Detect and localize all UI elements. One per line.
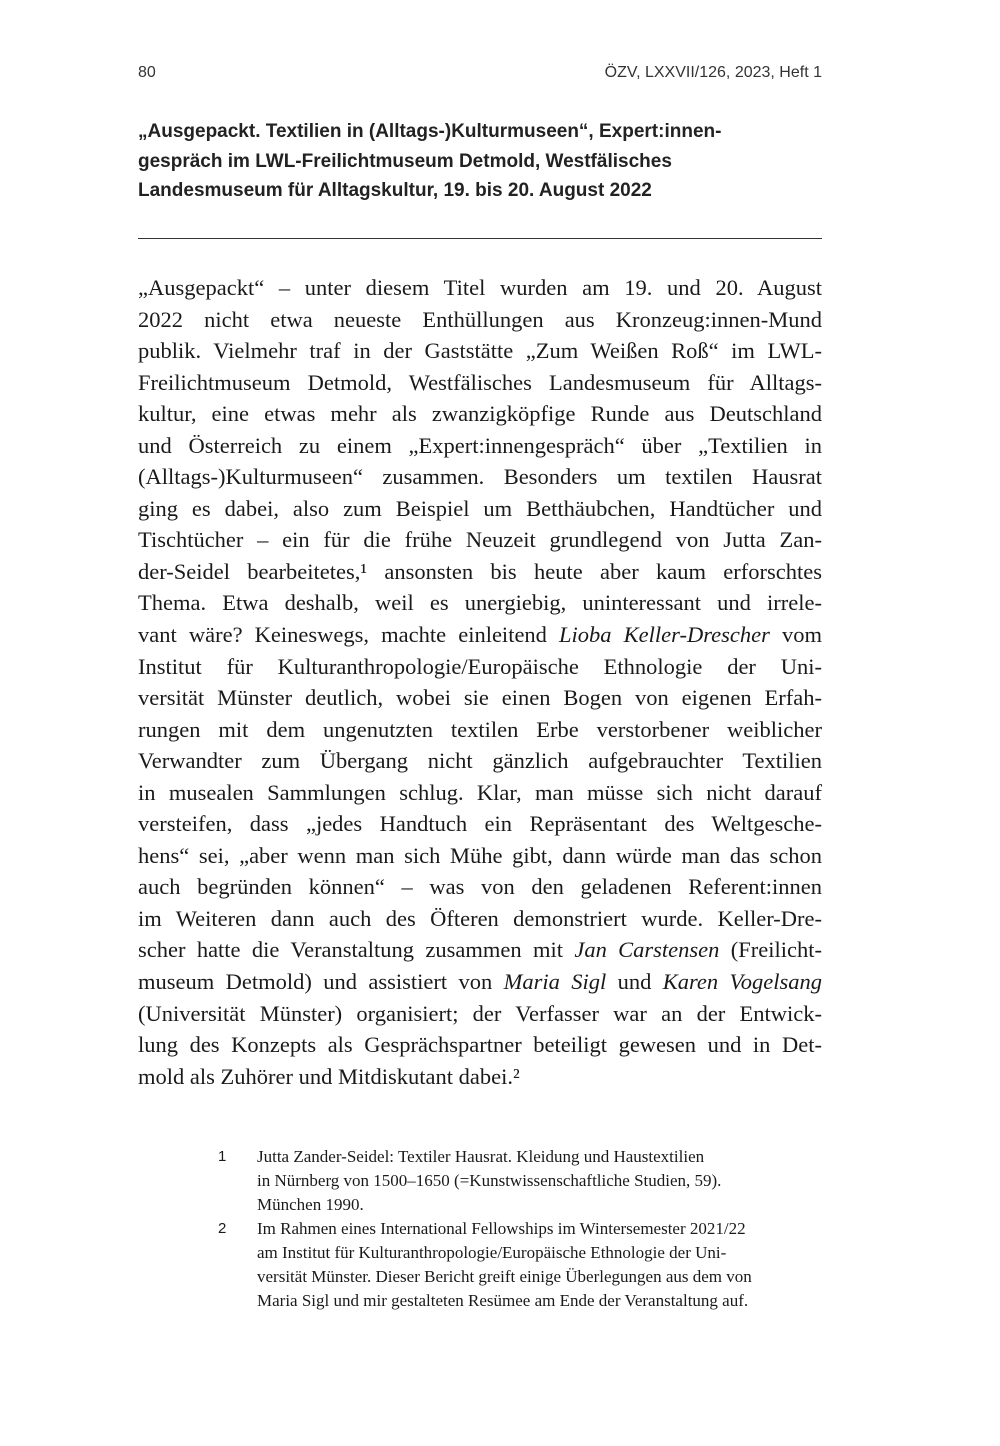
body-line bbox=[138, 871, 822, 903]
footnote-text bbox=[257, 1217, 752, 1313]
page-number: 80 bbox=[138, 64, 156, 81]
body-line bbox=[138, 556, 822, 588]
text-segment: auch begründen können“ – was von den geladenen Referent:innen bbox=[138, 874, 822, 900]
footnote-line: am Institut für Kulturanthropologie/Europäische Ethnologie der Uni- bbox=[257, 1243, 727, 1262]
body-line bbox=[138, 966, 822, 998]
body-line bbox=[138, 714, 822, 746]
text-segment: (Freilicht- bbox=[719, 937, 822, 963]
body-line bbox=[138, 335, 822, 367]
text-segment: 2022 nicht etwa neueste Enthüllungen aus Kronzeug:innen-Mund bbox=[138, 306, 822, 332]
person-name: Karen Vogelsang bbox=[662, 969, 822, 995]
person-name: Maria Sigl bbox=[503, 969, 607, 995]
body-line bbox=[138, 777, 822, 809]
text-segment: versteifen, dass „jedes Handtuch ein Repräsentant des Weltgesche- bbox=[138, 811, 822, 837]
body-line bbox=[138, 934, 822, 966]
footnote-number: 2 bbox=[218, 1220, 227, 1237]
body-line bbox=[138, 840, 822, 872]
body-line bbox=[138, 651, 822, 683]
text-segment: „Ausgepackt“ – unter diesem Titel wurden am 19. und 20. August bbox=[138, 275, 822, 300]
journal-reference: ÖZV, LXXVII/126, 2023, Heft 1 bbox=[604, 64, 822, 81]
body-line bbox=[138, 430, 822, 462]
title-line: Landesmuseum für Alltagskultur, 19. bis 20. August 2022 bbox=[138, 180, 652, 201]
text-segment: scher hatte die Veranstaltung zusammen mit bbox=[138, 937, 575, 963]
text-segment: Freilichtmuseum Detmold, Westfälisches Landesmuseum für Alltags- bbox=[138, 369, 822, 395]
body-line bbox=[138, 461, 822, 493]
person-name: Lioba Keller-Drescher bbox=[559, 622, 770, 648]
text-segment: im Weiteren dann auch des Öfteren demonstriert wurde. Keller-Dre- bbox=[138, 905, 822, 931]
body-line bbox=[138, 808, 822, 840]
text-segment: Tischtücher – ein für die frühe Neuzeit grundlegend von Jutta Zan- bbox=[138, 527, 822, 553]
footnotes bbox=[218, 1145, 838, 1313]
text-segment: versität Münster deutlich, wobei sie einen Bogen von eigenen Erfah- bbox=[138, 685, 822, 711]
body-line bbox=[138, 272, 822, 304]
title-line: gespräch im LWL-Freilichtmuseum Detmold, Westfälisches bbox=[138, 150, 672, 172]
title-line: „Ausgepackt. Textilien in (Alltags-)Kulturmuseen“, Expert:innen- bbox=[138, 121, 722, 142]
body-line bbox=[138, 998, 822, 1030]
body-line bbox=[138, 745, 822, 777]
body-line bbox=[138, 493, 822, 525]
body-line bbox=[138, 1061, 822, 1093]
footnote-line: München 1990. bbox=[257, 1195, 364, 1214]
title-divider bbox=[138, 238, 822, 239]
text-segment: ging es dabei, also zum Beispiel um Betthäubchen, Handtücher und bbox=[138, 495, 822, 521]
text-segment: hens“ sei, „aber wenn man sich Mühe gibt, dann würde man das schon bbox=[138, 842, 822, 868]
footnote-line: in Nürnberg von 1500–1650 (=Kunstwissenschaftliche Studien, 59). bbox=[257, 1171, 722, 1190]
body-line bbox=[138, 619, 822, 651]
body-text bbox=[138, 272, 822, 1092]
text-segment: Institut für Kulturanthropologie/Europäische Ethnologie der Uni- bbox=[138, 653, 822, 679]
body-line bbox=[138, 587, 822, 619]
text-segment: Thema. Etwa deshalb, weil es unergiebig, uninteressant und irrele- bbox=[138, 590, 822, 616]
body-line bbox=[138, 1029, 822, 1061]
text-segment: in musealen Sammlungen schlug. Klar, man müsse sich nicht darauf bbox=[138, 779, 822, 805]
footnote-text bbox=[257, 1145, 721, 1217]
article-title bbox=[138, 117, 838, 206]
text-segment: rungen mit dem ungenutzten textilen Erbe verstorbener weiblicher bbox=[138, 716, 822, 742]
footnote-line: Im Rahmen eines International Fellowships im Wintersemester 2021/22 bbox=[257, 1219, 746, 1238]
text-segment: Verwandter zum Übergang nicht gänzlich aufgebrauchter Textilien bbox=[138, 748, 822, 774]
text-segment: vom bbox=[769, 622, 822, 648]
body-line bbox=[138, 367, 822, 399]
text-segment: lung des Konzepts als Gesprächspartner beteiligt gewesen und in Det- bbox=[138, 1032, 822, 1058]
footnote-number: 1 bbox=[218, 1148, 227, 1165]
body-line bbox=[138, 398, 822, 430]
footnote bbox=[218, 1217, 838, 1313]
text-segment: (Alltags-)Kulturmuseen“ zusammen. Besonders um textilen Hausrat bbox=[138, 464, 822, 490]
footnote-line: Jutta Zander-Seidel: Textiler Hausrat. Kleidung und Haustextilien bbox=[257, 1147, 705, 1166]
text-segment: (Universität Münster) organisiert; der Verfasser war an der Entwick- bbox=[138, 1000, 822, 1026]
text-segment: und bbox=[606, 969, 663, 995]
footnote bbox=[218, 1145, 838, 1217]
body-line bbox=[138, 304, 822, 336]
body-line bbox=[138, 682, 822, 714]
footnote-line: versität Münster. Dieser Bericht greift einige Überlegungen aus dem von bbox=[257, 1267, 752, 1286]
body-line bbox=[138, 903, 822, 935]
footnote-line: Maria Sigl und mir gestalteten Resümee am Ende der Veranstaltung auf. bbox=[257, 1291, 749, 1310]
body-line bbox=[138, 524, 822, 556]
text-segment: kultur, eine etwas mehr als zwanzigköpfige Runde aus Deutschland bbox=[138, 401, 822, 427]
person-name: Jan Carstensen bbox=[574, 937, 720, 963]
text-segment: museum Detmold) und assistiert von bbox=[138, 969, 504, 995]
text-segment: vant wäre? Keineswegs, machte einleitend bbox=[138, 622, 560, 648]
text-segment: der-Seidel bearbeitetes,¹ ansonsten bis heute aber kaum erforschtes bbox=[138, 558, 822, 584]
text-segment: publik. Vielmehr traf in der Gaststätte „Zum Weißen Roß“ im LWL- bbox=[138, 338, 822, 364]
text-segment: und Österreich zu einem „Expert:innengespräch“ über „Textilien in bbox=[138, 432, 822, 458]
text-segment: mold als Zuhörer und Mitdiskutant dabei.² bbox=[138, 1063, 520, 1089]
